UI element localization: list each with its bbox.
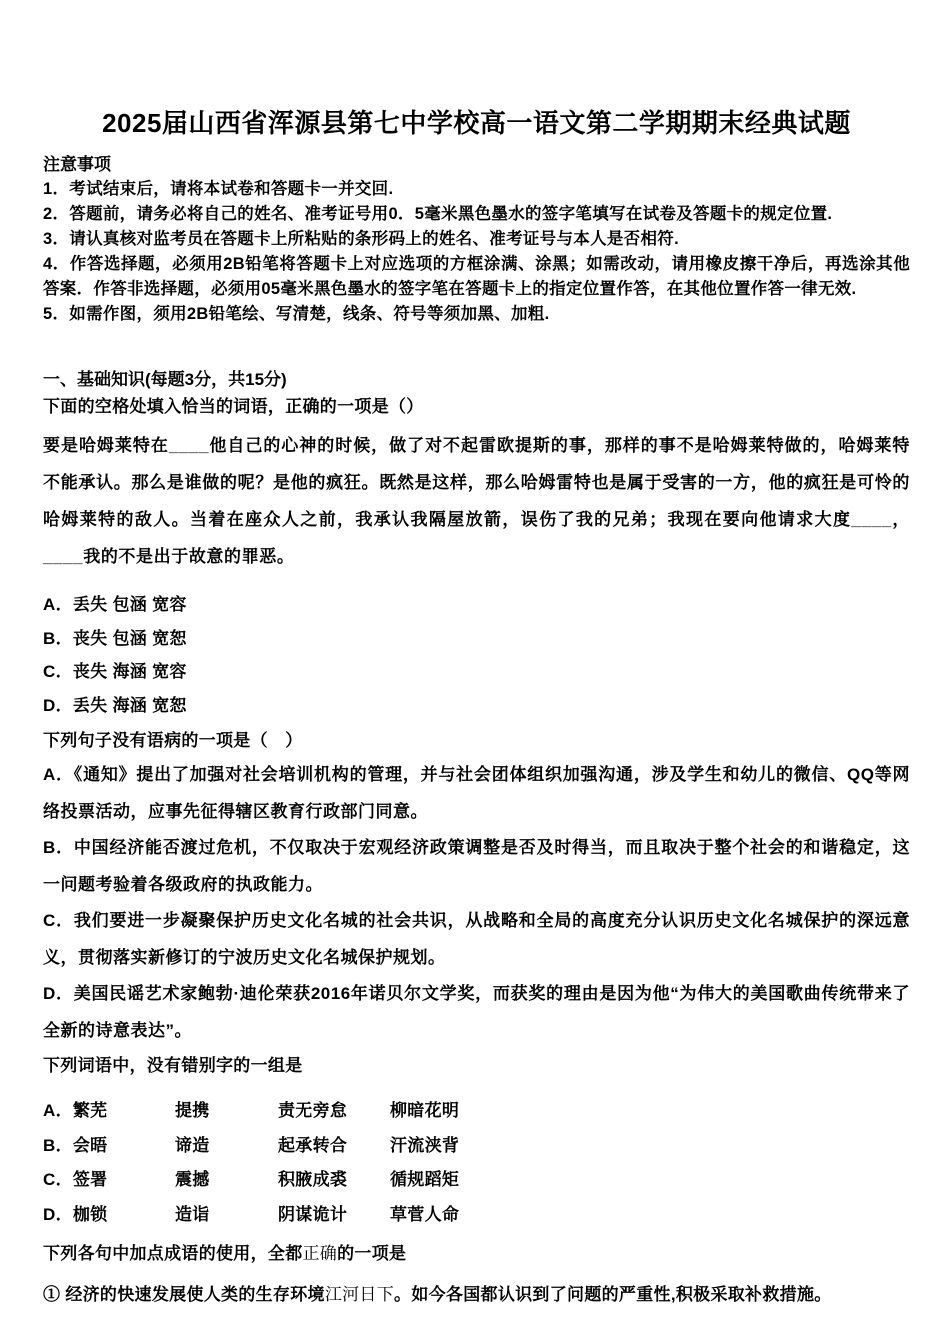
- section-basic-knowledge: [43, 367, 910, 1312]
- question-3-stem: 下列词语中，没有错别字的一组是: [43, 1056, 303, 1075]
- word-cell: 提携: [175, 1101, 210, 1120]
- word-cell: 循规蹈矩: [390, 1170, 460, 1189]
- option-d: D．丢失 海涵 宽恕: [43, 695, 187, 715]
- word-cell: B．会晤: [43, 1135, 108, 1155]
- notice-item-4: 4．作答选择题，必须用2B铅笔将答题卡上对应选项的方框涂满、涂黑；如需改动，请用橡皮擦干净后，再选涂其他答案．作答非选择题，必须用05毫米黑色墨水的签字笔在答题卡上的指定位置作答，在其他位置作答一律无效.: [43, 255, 910, 298]
- question-4-sentence-1: [43, 1278, 910, 1312]
- emphasized-idiom: 江河日下: [324, 1285, 395, 1304]
- question-4: [43, 1240, 910, 1312]
- word-cell: 阴谋诡计: [278, 1204, 348, 1224]
- option-a: A．《通知》提出了加强对社会培训机构的管理，并与社会团体组织加强沟通，涉及学生和幼儿的微信、QQ等网络投票活动，应事先征得辖区教育行政部门同意。: [43, 765, 910, 821]
- question-1: [43, 393, 910, 722]
- stem-text: 下列各句中加点成语的使用，全都: [43, 1244, 303, 1263]
- word-row-b: [43, 1129, 910, 1164]
- stem-text: 的一项是: [337, 1244, 407, 1263]
- stem-emphasized-word: 正确: [302, 1244, 338, 1263]
- option-b: B．丧失 包涵 宽恕: [43, 628, 187, 648]
- notice-item-3: 3．请认真核对监考员在答题卡上所粘贴的条形码上的姓名、准考证号与本人是否相符.: [43, 230, 679, 248]
- question-2-stem: 下列句子没有语病的一项是（ ）: [43, 731, 303, 750]
- word-row-c: [43, 1163, 910, 1198]
- question-3: [43, 1049, 910, 1232]
- question-1-passage: 要是哈姆莱特在____他自己的心神的时候，做了对不起雷欧提斯的事，那样的事不是哈姆莱特做的，哈姆莱特不能承认。那么是谁做的呢？是他的疯狂。既然是这样，那么哈姆雷特也是属于受害的一方，他的疯狂是可怜的哈姆莱特的敌人。当着在座众人之前，我承认我隔屋放箭，误伤了我的兄弟；我现在要向他请求大度____，____我的不是出于故意的罪恶。: [43, 436, 910, 566]
- word-cell: A．繁芜: [43, 1101, 108, 1120]
- option-d: D．美国民谣艺术家鲍勃·迪伦荣获2016年诺贝尔文学奖，而获奖的理由是因为他“为伟大的美国歌曲传统带来了全新的诗意表达”。: [43, 984, 910, 1040]
- word-row-a: [43, 1094, 910, 1129]
- question-4-stem: [43, 1240, 910, 1267]
- word-cell: 汗流浃背: [390, 1135, 460, 1155]
- notice-item-2: 2．答题前，请务必将自己的姓名、准考证号用0．5毫米黑色墨水的签字笔填写在试卷及答题卡的规定位置.: [43, 205, 833, 223]
- section-heading: 一、基础知识(每题3分，共15分): [43, 370, 287, 389]
- word-cell: 责无旁怠: [278, 1101, 348, 1120]
- question-2: [43, 724, 910, 1049]
- word-cell: 草菅人命: [390, 1204, 460, 1224]
- word-cell: 积腋成裘: [278, 1170, 348, 1189]
- sentence-text: ① 经济的快速发展使人类的生存环境: [43, 1285, 325, 1304]
- notice-section: [43, 153, 910, 327]
- option-b: B．中国经济能否渡过危机，不仅取决于宏观经济政策调整是否及时得当，而且取决于整个社会的和谐稳定，这一问题考验着各级政府的执政能力。: [43, 838, 910, 894]
- word-cell: 柳暗花明: [390, 1101, 460, 1120]
- sentence-text: 。如今各国都认识到了问题的严重性,积极采取补救措施。: [394, 1285, 832, 1304]
- word-cell: 起承转合: [278, 1135, 348, 1155]
- word-cell: 造诣: [175, 1204, 210, 1224]
- option-a: A．丢失 包涵 宽容: [43, 595, 187, 614]
- option-c: C．我们要进一步凝聚保护历史文化名城的社会共识，从战略和全局的高度充分认识历史文化名城保护的深远意义，贯彻落实新修订的宁波历史文化名城保护规划。: [43, 911, 910, 967]
- notice-item-5: 5．如需作图，须用2B铅笔绘、写清楚，线条、符号等须加黑、加粗.: [43, 305, 550, 323]
- question-1-options: [43, 588, 910, 722]
- word-cell: 谛造: [175, 1135, 210, 1155]
- page-title: 2025届山西省浑源县第七中学校高一语文第二学期期末经典试题: [102, 108, 851, 138]
- word-cell: 震撼: [175, 1170, 210, 1189]
- word-cell: D．枷锁: [43, 1204, 108, 1224]
- option-c: C．丧失 海涵 宽容: [43, 662, 187, 681]
- notice-heading: 注意事项: [43, 155, 111, 174]
- notice-item-1: 1．考试结束后，请将本试卷和答题卡一并交回.: [43, 180, 394, 198]
- word-row-d: [43, 1198, 910, 1233]
- word-cell: C．签署: [43, 1170, 108, 1189]
- question-1-stem: 下面的空格处填入恰当的词语，正确的一项是（）: [43, 397, 424, 416]
- question-3-word-table: [43, 1094, 910, 1232]
